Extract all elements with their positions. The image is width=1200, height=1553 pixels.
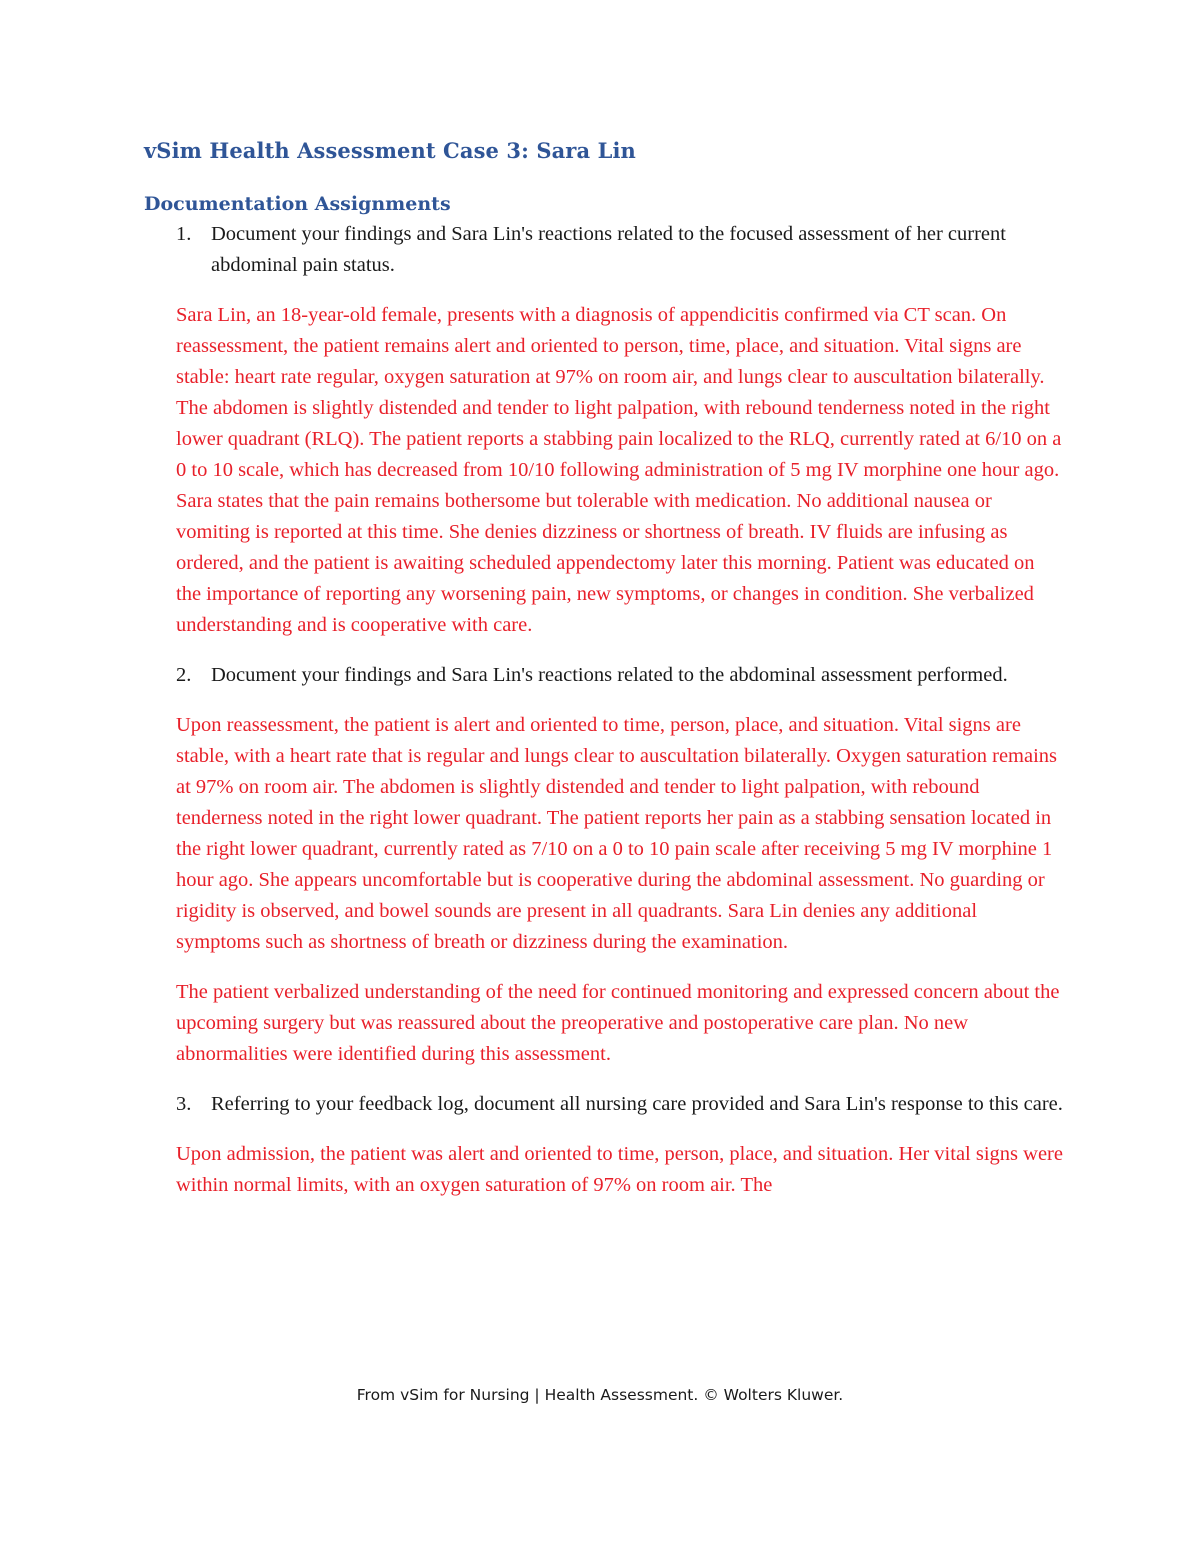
question-2 (144, 660, 1064, 691)
answer-2-paragraph-1: Upon reassessment, the patient is alert and oriented to time, person, place, and situation. Vital signs are stable, with a heart rate that is regular and lungs clear to auscultation bilaterally. Oxygen saturation remains at 97% on room air. The abdomen is slightly distended and tender to light palpation, with rebound tenderness noted in the right lower quadrant. The patient reports her pain as a stabbing sensation located in the right lower quadrant, currently rated as 7/10 on a 0 to 10 pain scale after receiving 5 mg IV morphine 1 hour ago. She appears uncomfortable but is cooperative during the abdominal assessment. No guarding or rigidity is observed, and bowel sounds are present in all quadrants. Sara Lin denies any additional symptoms such as shortness of breath or dizziness during the examination. (176, 714, 1058, 953)
question-number: 2. (176, 664, 192, 686)
answer-3: Upon admission, the patient was alert and oriented to time, person, place, and situation. Her vital signs were within normal limits, with an oxygen saturation of 97% on room air. The (176, 1143, 1063, 1196)
question-text: Document your findings and Sara Lin's reactions related to the focused assessment of her current abdominal pain status. (211, 223, 1006, 276)
question-1 (144, 219, 1064, 281)
question-text: Referring to your feedback log, document all nursing care provided and Sara Lin's response to this care. (211, 1093, 1063, 1115)
question-number: 1. (176, 223, 192, 245)
question-3 (144, 1089, 1064, 1120)
document-title: vSim Health Assessment Case 3: Sara Lin (144, 138, 636, 163)
question-text: Document your findings and Sara Lin's reactions related to the abdominal assessment performed. (211, 664, 1008, 686)
question-number: 3. (176, 1093, 192, 1115)
section-heading: Documentation Assignments (144, 193, 451, 215)
document-body (144, 138, 1064, 1220)
answer-1: Sara Lin, an 18-year-old female, presents with a diagnosis of appendicitis confirmed via CT scan. On reassessment, the patient remains alert and oriented to person, time, place, and situation. Vital signs are stable: heart rate regular, oxygen saturation at 97% on room air, and lungs clear to auscultation bilaterally. The abdomen is slightly distended and tender to light palpation, with rebound tenderness noted in the right lower quadrant (RLQ). The patient reports a stabbing pain localized to the RLQ, currently rated at 6/10 on a 0 to 10 scale, which has decreased from 10/10 following administration of 5 mg IV morphine one hour ago. Sara states that the pain remains bothersome but tolerable with medication. No additional nausea or vomiting is reported at this time. She denies dizziness or shortness of breath. IV fluids are infusing as ordered, and the patient is awaiting scheduled appendectomy later this morning. Patient was educated on the importance of reporting any worsening pain, new symptoms, or changes in condition. She verbalized understanding and is cooperative with care. (176, 304, 1062, 636)
page-footer: From vSim for Nursing | Health Assessment. © Wolters Kluwer. (356, 1386, 844, 1404)
answer-2-paragraph-2: The patient verbalized understanding of the need for continued monitoring and expressed concern about the upcoming surgery but was reassured about the preoperative and postoperative care plan. No new abnormalities were identified during this assessment. (176, 981, 1060, 1065)
